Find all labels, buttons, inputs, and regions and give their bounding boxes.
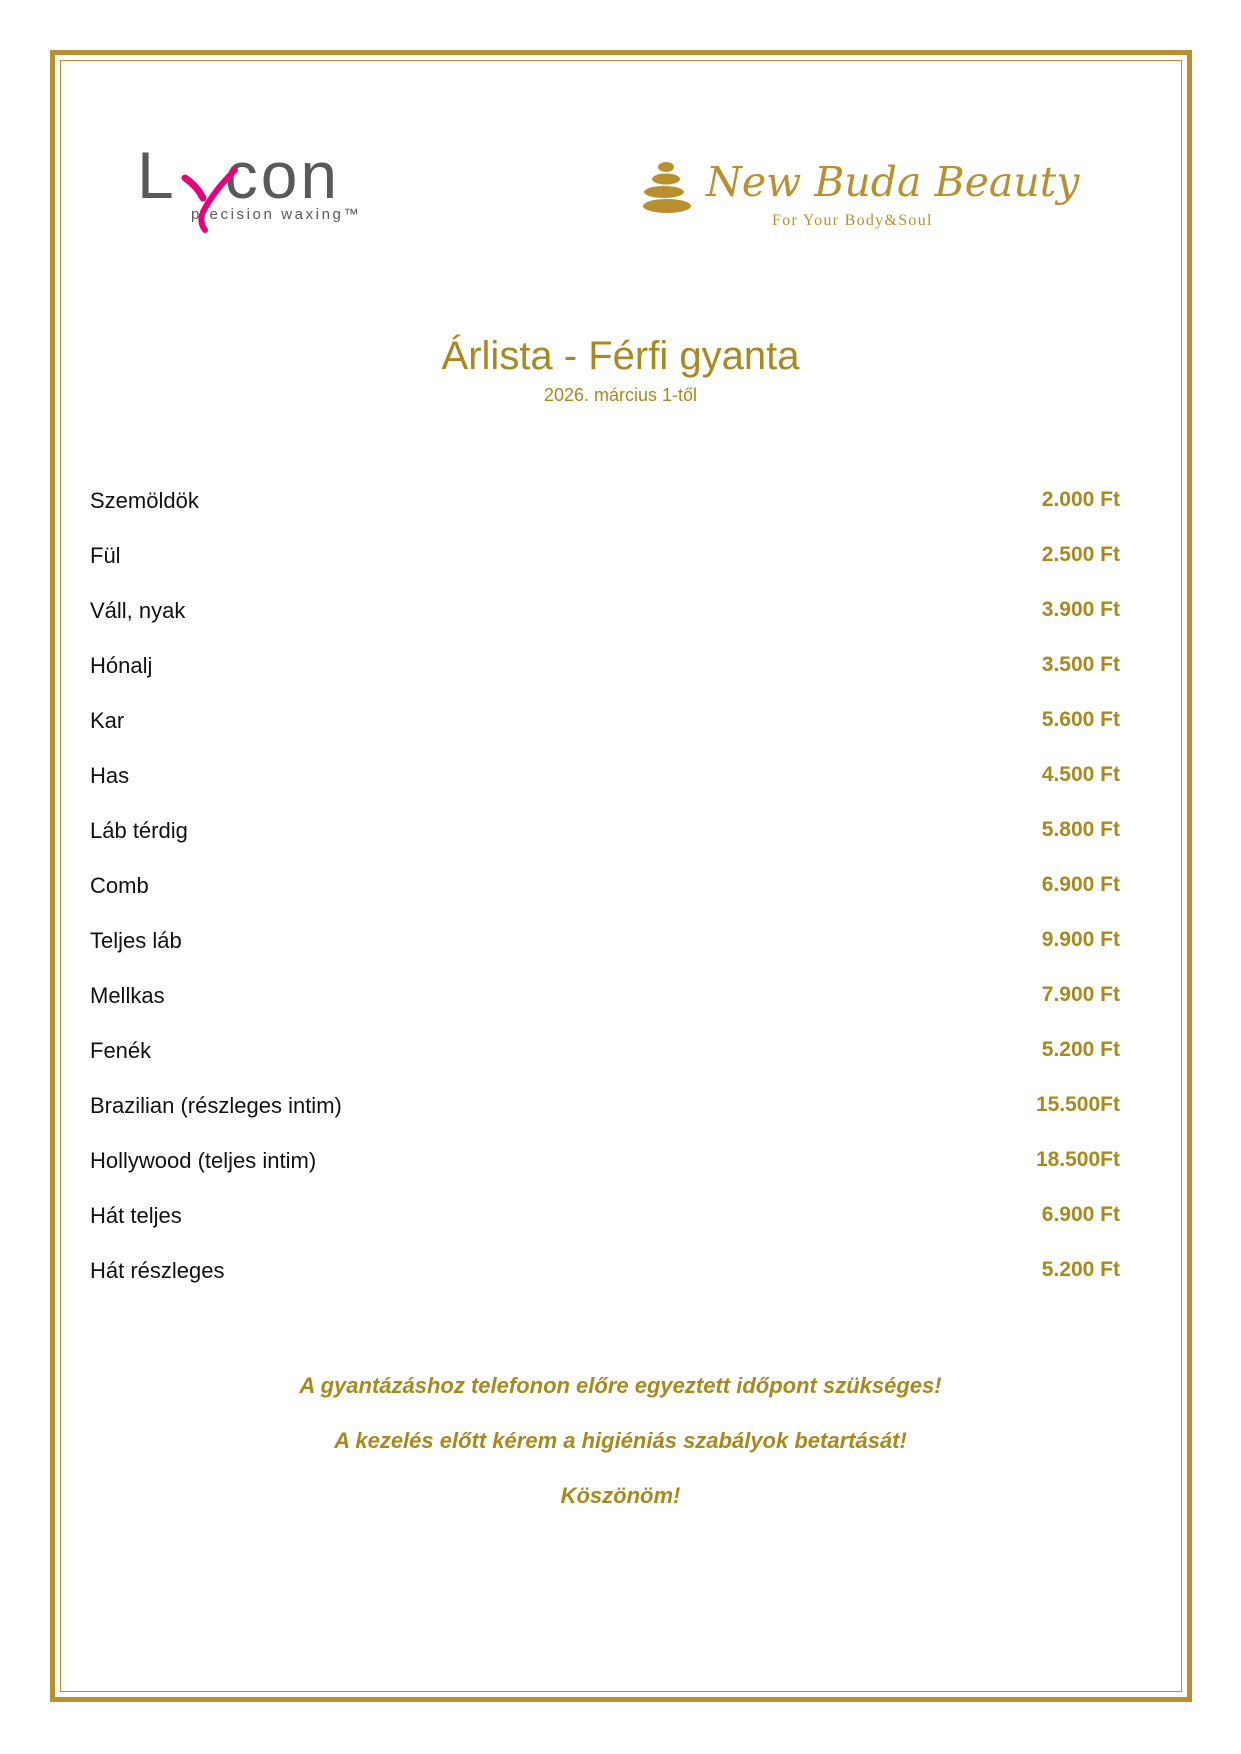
service-name: Fenék: [90, 1038, 152, 1063]
service-price: 7.900 Ft: [1041, 983, 1120, 1006]
service-name: Váll, nyak: [90, 598, 186, 623]
service-price: 2.500 Ft: [1041, 543, 1120, 566]
salon-name: New Buda Beauty: [706, 158, 1080, 206]
service-name: Has: [90, 763, 130, 788]
service-price: 5.200 Ft: [1041, 1038, 1120, 1061]
service-price: 5.600 Ft: [1041, 708, 1120, 731]
stacked-stones-icon: [640, 160, 692, 216]
price-row: [90, 1145, 1120, 1200]
hygiene-note: A kezelés előtt kérem a higiéniás szabályok betartását!: [334, 1428, 907, 1453]
price-list: [90, 485, 1120, 1310]
service-price: 18.500Ft: [1035, 1148, 1120, 1171]
service-name: Láb térdig: [90, 818, 188, 843]
lycon-wordmark: L con: [137, 138, 341, 212]
service-price: 5.200 Ft: [1041, 1258, 1120, 1281]
service-price: 4.500 Ft: [1041, 763, 1120, 786]
salon-logo: [640, 158, 1080, 238]
service-name: Hónalj: [90, 653, 153, 678]
service-name: Hollywood (teljes intim): [90, 1148, 317, 1173]
service-name: Szemöldök: [90, 488, 199, 513]
price-row: [90, 540, 1120, 595]
service-price: 9.900 Ft: [1041, 928, 1120, 951]
service-name: Comb: [90, 873, 149, 898]
price-row: [90, 1200, 1120, 1255]
thank-you-note: Köszönöm!: [560, 1483, 681, 1508]
price-row: [90, 650, 1120, 705]
service-name: Hát teljes: [90, 1203, 182, 1228]
lycon-logo: [137, 138, 377, 238]
price-row: [90, 595, 1120, 650]
price-row: [90, 925, 1120, 980]
price-row: [90, 485, 1120, 540]
appointment-note: A gyantázáshoz telefonon előre egyeztett időpont szükséges!: [299, 1373, 942, 1398]
price-row: [90, 1090, 1120, 1145]
notes-section: [0, 1373, 1241, 1538]
service-price: 6.900 Ft: [1041, 1203, 1120, 1226]
price-row: [90, 705, 1120, 760]
service-name: Hát részleges: [90, 1258, 225, 1283]
price-row: [90, 815, 1120, 870]
price-row: [90, 760, 1120, 815]
lycon-y-mark-icon: [179, 156, 243, 236]
price-row: [90, 870, 1120, 925]
service-price: 6.900 Ft: [1041, 873, 1120, 896]
price-row: [90, 1035, 1120, 1090]
service-price: 3.900 Ft: [1041, 598, 1120, 621]
service-price: 5.800 Ft: [1041, 818, 1120, 841]
service-price: 2.000 Ft: [1041, 488, 1120, 511]
salon-tagline: For Your Body&Soul: [772, 212, 933, 229]
service-name: Teljes láb: [90, 928, 182, 953]
service-name: Kar: [90, 708, 125, 733]
service-price: 3.500 Ft: [1041, 653, 1120, 676]
price-row: [90, 980, 1120, 1035]
service-name: Fül: [90, 543, 121, 568]
service-name: Mellkas: [90, 983, 165, 1008]
lycon-tagline: precision waxing™: [191, 206, 362, 223]
service-price: 15.500Ft: [1035, 1093, 1120, 1116]
price-row: [90, 1255, 1120, 1310]
page-title: Árlista - Férfi gyanta: [441, 334, 800, 378]
effective-date: 2026. március 1-től: [543, 385, 698, 405]
service-name: Brazilian (részleges intim): [90, 1093, 342, 1118]
